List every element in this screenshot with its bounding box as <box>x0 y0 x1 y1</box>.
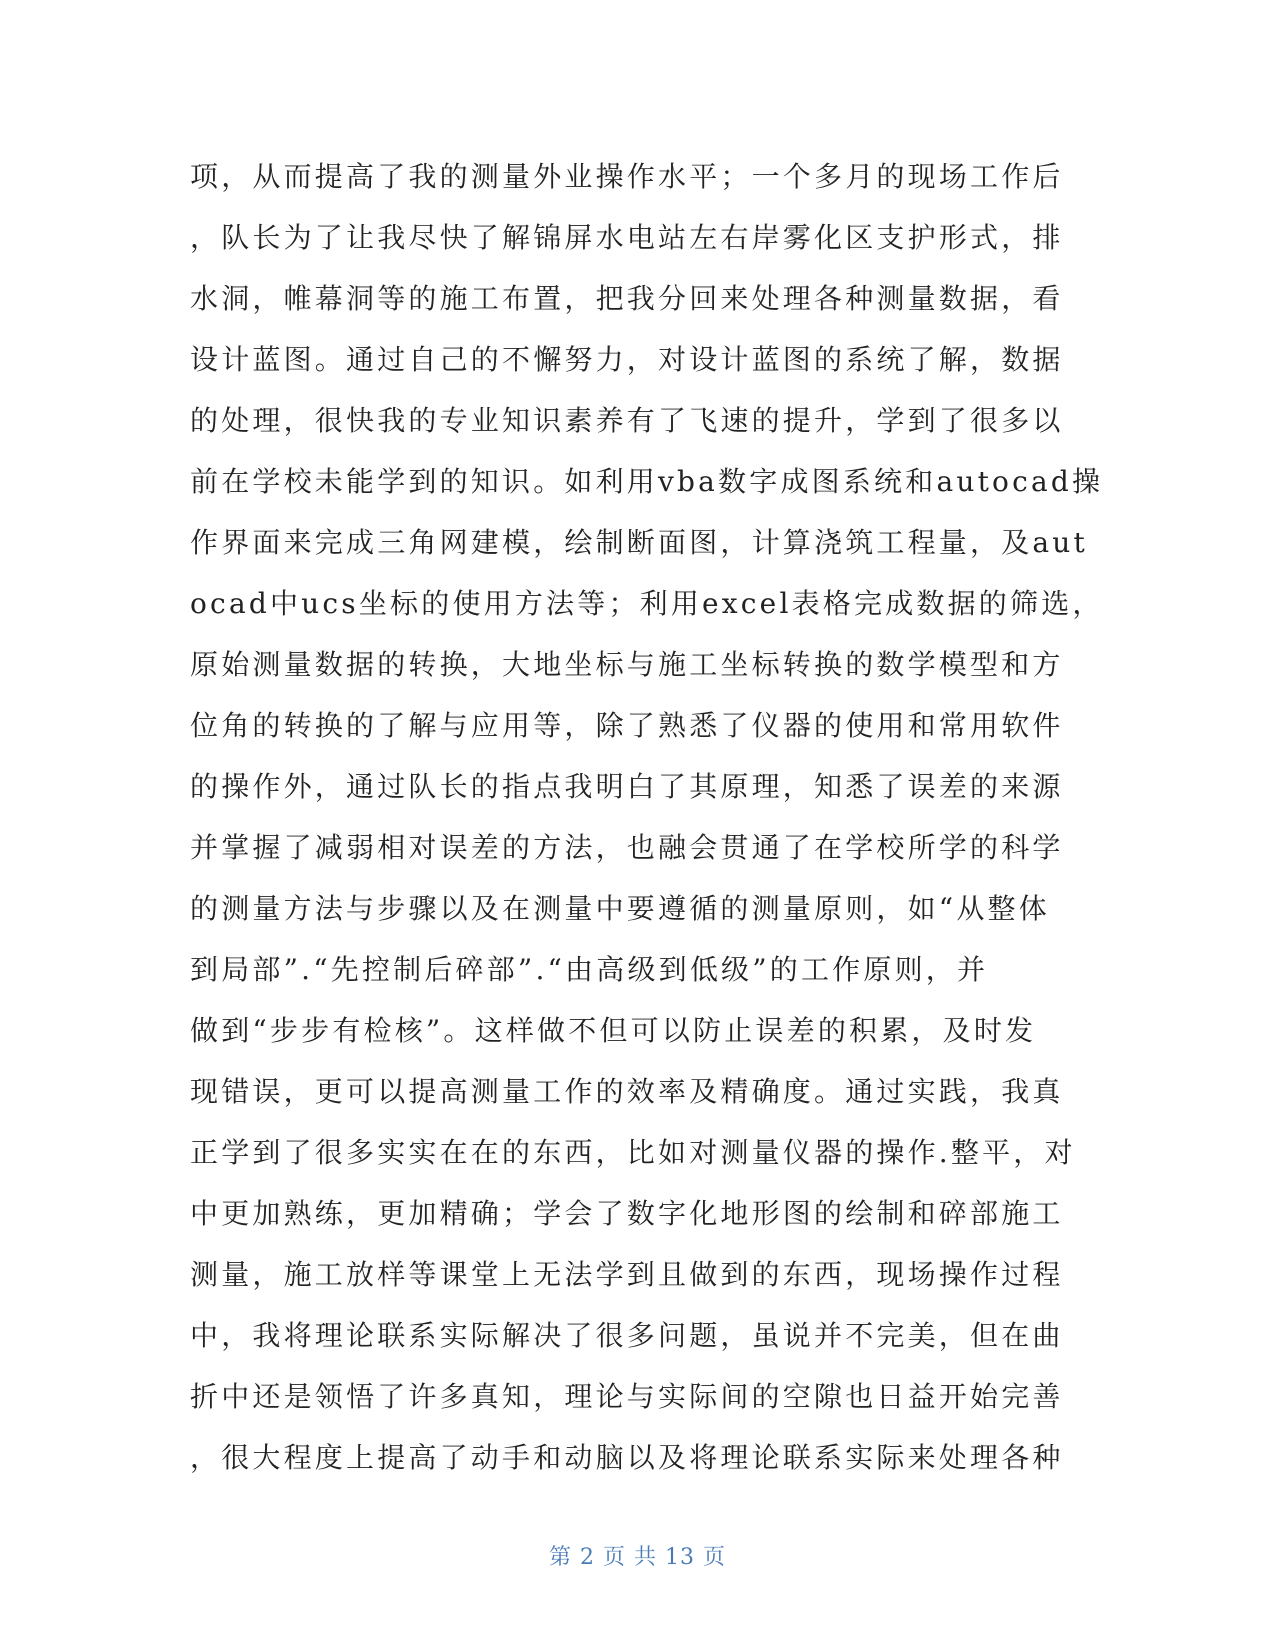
text-line: 原始测量数据的转换，大地坐标与施工坐标转换的数学模型和方 <box>190 648 1064 681</box>
text-line: 测量，施工放样等课堂上无法学到且做到的东西，现场操作过程 <box>190 1258 1064 1291</box>
text-line: 中，我将理论联系实际解决了很多问题，虽说并不完美，但在曲 <box>190 1319 1064 1352</box>
text-line: 折中还是领悟了许多真知，理论与实际间的空隙也日益开始完善 <box>190 1380 1064 1413</box>
text-line: 中更加熟练，更加精确；学会了数字化地形图的绘制和碎部施工 <box>190 1197 1064 1230</box>
text-line: ，很大程度上提高了动手和动脑以及将理论联系实际来处理各种 <box>190 1441 1064 1474</box>
text-line: 水洞，帷幕洞等的施工布置，把我分回来处理各种测量数据，看 <box>190 282 1064 315</box>
text-line: 正学到了很多实实在在的东西，比如对测量仪器的操作.整平，对 <box>190 1136 1076 1169</box>
text-line: 到局部”.“先控制后碎部”.“由高级到低级”的工作原则，并 <box>190 953 989 986</box>
text-line: 位角的转换的了解与应用等，除了熟悉了仪器的使用和常用软件 <box>190 709 1064 742</box>
text-line: 设计蓝图。通过自己的不懈努力，对设计蓝图的系统了解，数据 <box>190 343 1064 376</box>
page-number-footer: 第 2 页 共 13 页 <box>549 1545 726 1570</box>
text-line: ，队长为了让我尽快了解锦屏水电站左右岸雾化区支护形式，排 <box>190 221 1064 254</box>
text-line: 的处理，很快我的专业知识素养有了飞速的提升，学到了很多以 <box>190 404 1064 437</box>
document-body <box>190 146 1104 1488</box>
text-line: ocad中ucs坐标的使用方法等；利用excel表格完成数据的筛选， <box>190 587 1104 620</box>
text-line: 前在学校未能学到的知识。如利用vba数字成图系统和autocad操 <box>190 465 1104 498</box>
text-line: 现错误，更可以提高测量工作的效率及精确度。通过实践，我真 <box>190 1075 1064 1108</box>
text-line: 项，从而提高了我的测量外业操作水平；一个多月的现场工作后 <box>190 160 1064 193</box>
text-line: 做到“步步有检核”。这样做不但可以防止误差的积累，及时发 <box>190 1014 1037 1047</box>
text-line: 并掌握了减弱相对误差的方法，也融会贯通了在学校所学的科学 <box>190 831 1064 864</box>
text-line: 的测量方法与步骤以及在测量中要遵循的测量原则，如“从整体 <box>190 892 1050 925</box>
text-line: 作界面来完成三角网建模，绘制断面图，计算浇筑工程量，及aut <box>190 526 1088 559</box>
text-line: 的操作外，通过队长的指点我明白了其原理，知悉了误差的来源 <box>190 770 1064 803</box>
